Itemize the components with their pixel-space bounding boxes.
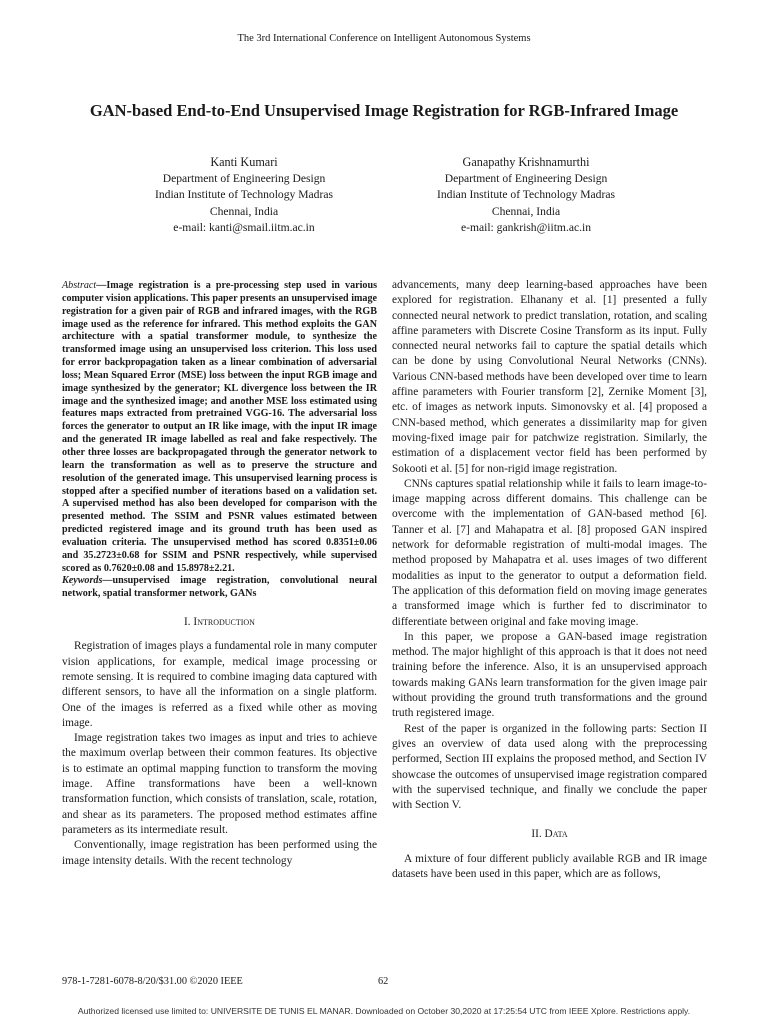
author-institution: Indian Institute of Technology Madras	[155, 188, 333, 202]
author-block-1	[94, 154, 394, 237]
section-heading-introduction: I. Introduction	[184, 616, 255, 629]
paragraph: Image registration takes two images as input and tries to achieve the maximum overlap between their common features. Its objective is to estimate an optimal mapping function to transform the moving image. Affine transformations have been a well-known transformation function, which consists of translation, scale, rotation, and shear as its parameters. The proposed method estimates affine parameters as its intermediate result.	[62, 732, 377, 836]
license-notice: Authorized licensed use limited to: UNIVERSITE DE TUNIS EL MANAR. Downloaded on October 30,2020 at 17:25:54 UTC from IEEE Xplore. Restrictions apply.	[77, 1006, 691, 1016]
isbn-copyright: 978-1-7281-6078-8/20/$31.00 ©2020 IEEE	[62, 976, 243, 987]
conference-name: The 3rd International Conference on Intelligent Autonomous Systems	[237, 33, 531, 44]
page-number: 62	[378, 976, 389, 987]
author-block-2	[376, 154, 676, 237]
author-email: e-mail: kanti@smail.iitm.ac.in	[173, 221, 315, 235]
keywords	[62, 575, 377, 601]
paragraph: advancements, many deep learning-based approaches have been explored for registration. Elhanany et al. [1] presented a fully connected neural network to predict translation, rotation, and scaling affine parameters with Discrete Cosine Transform as its input. Fully connected neural networks fail to capture the spatial details which can be done by using Convolutional Neural Networks (CNNs). Various CNN-based methods have been developed over time to learn affine parameters with Fourier transform [2], Zernike Moment [3], etc. of images as network inputs. Simonovsky et al. [4] proposed a CNN-based method, which generates a dissimilarity map for given moving-fixed image pair for patchwize registration. Similarly, the estimation of a displacement vector field has been performed by Sokooti et al. [5] for non-rigid image registration.	[392, 279, 707, 475]
author-department: Department of Engineering Design	[162, 171, 326, 185]
author-name: Ganapathy Krishnamurthi	[462, 155, 590, 169]
author-city: Chennai, India	[491, 204, 561, 218]
paragraph: Rest of the paper is organized in the following parts: Section II gives an overview of data used along with the preprocessing performed, Section III explains the proposed method, and Section IV showcase the outcomes of unsupervised image registration compared with the supervised technique, and finally we conclude the paper with Section V.	[392, 722, 707, 812]
author-name: Kanti Kumari	[210, 155, 278, 169]
author-institution: Indian Institute of Technology Madras	[437, 188, 615, 202]
right-column	[392, 278, 707, 882]
abstract	[62, 280, 377, 575]
left-column	[62, 280, 377, 869]
paper-title: GAN-based End-to-End Unsupervised Image Registration for RGB-Infrared Image	[89, 101, 679, 120]
paragraph: CNNs captures spatial relationship while it fails to learn image-to-image mapping across different domains. This challenge can be overcome with the implementation of GAN-based method [6]. Tanner et al. [7] and Mahapatra et al. [8] proposed GAN inspired network for deformable registration of multi-modal images. The method proposed by Mahapatra et al. uses images of two different modalities as input to the generator to output a deformation field. The application of this deformation field on moving image generates a transformed image which is further fed to discriminator to differentiate between original and fake moving image.	[392, 477, 707, 628]
keywords-text: —unsupervised image registration, convolutional neural network, spatial transformer network, GANs	[62, 575, 377, 600]
paragraph: In this paper, we propose a GAN-based image registration method. The major highlight of this approach is that it does not need training before the inference. Also, it is an unsupervised approach towards making GANs learn transformation for the given image pair without providing the ground truth transformations and the ground truth registered image.	[392, 630, 707, 720]
abstract-text: —Image registration is a pre-processing step used in various computer vision applications. This paper presents an unsupervised image registration for a given pair of RGB and infrared images, with the RGB image used as the reference for infrared. This method exploits the GAN architecture with a spatial transformer module, to synthesize the transformed image using an unsupervised loss criterion. This loss used for error backpropagation taken as a linear combination of adversarial loss; Mean Squared Error (MSE) loss between the input RGB image and image synthesized by the generator; KL divergence loss between the IR image and the synthesized image; and another MSE loss estimated using features maps extracted from pretrained VGG-16. The adversarial loss forces the generator to output an IR like image, with the input IR image and the generated IR image labelled as real and fake respectively. The other three losses are backpropagated through the generator network to learn the transformation as well as to preserve the structure and resolution of the generated image. This unsupervised learning process is stopped after a specified number of iterations based on a validation set. A supervised method has also been developed for comparison with the presented method. The SSIM and PSNR values estimated between predicted registered image and its ground truth has been used as evaluation criteria. The unsupervised method has scored 0.8351±0.06 and 35.2723±0.68 for SSIM and PSNR respectively, while supervised scored as 0.7620±0.08 and 15.8978±2.21.	[62, 280, 377, 574]
author-email: e-mail: gankrish@iitm.ac.in	[460, 221, 592, 235]
section-heading-data: II. Data	[531, 828, 568, 841]
author-department: Department of Engineering Design	[444, 171, 608, 185]
paragraph: Registration of images plays a fundamental role in many computer vision applications, for example, medical image processing or remote sensing. It is required to combine imaging data captured with different sensors, to have all the information on a single platform. One of the images is referred as a fixed while other as moving image.	[62, 640, 377, 729]
author-city: Chennai, India	[209, 204, 279, 218]
paragraph: Conventionally, image registration has been performed using the image intensity details. With the recent technology	[62, 839, 377, 867]
paragraph: A mixture of four different publicly available RGB and IR image datasets have been used in this paper, which are as follows,	[392, 852, 707, 880]
keywords-label: Keywords	[62, 575, 103, 587]
abstract-label: Abstract	[62, 280, 97, 291]
